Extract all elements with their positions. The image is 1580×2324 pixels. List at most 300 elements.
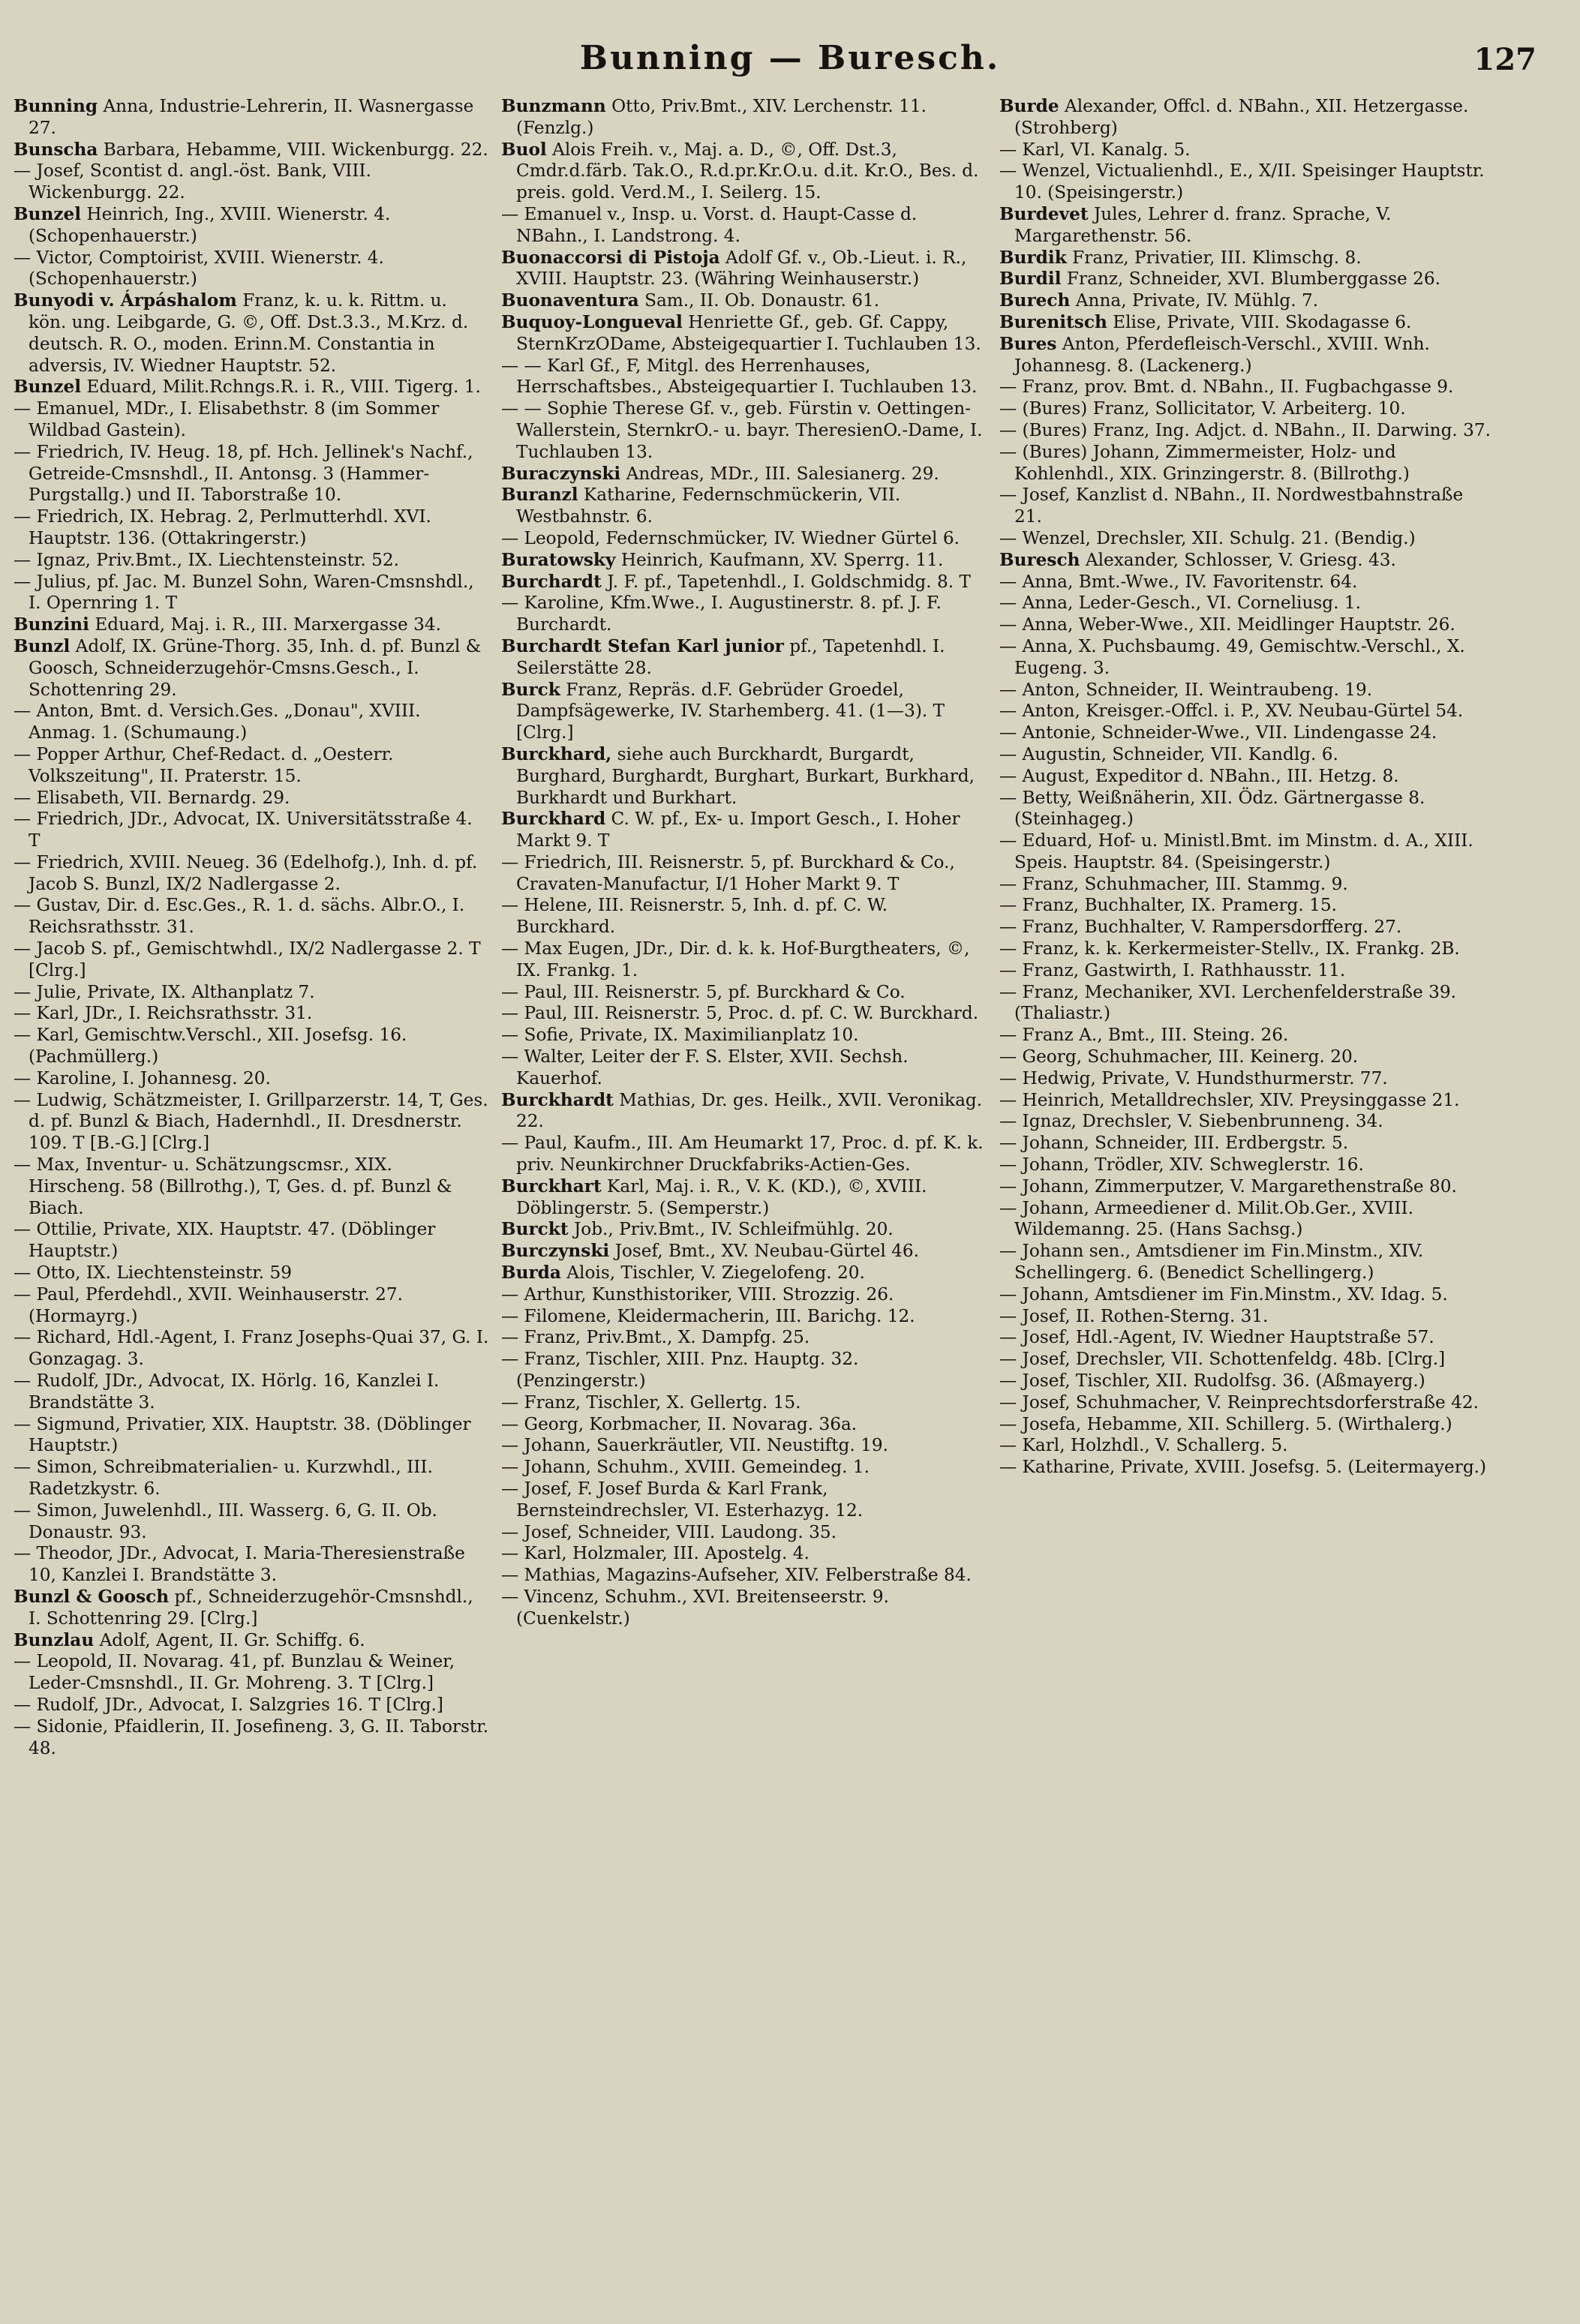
- entry-details: — Wenzel, Victualienhdl., E., X/II. Speisinger Hauptstr. 10. (Speisingerstr.): [999, 161, 1485, 203]
- directory-entry: [999, 485, 1494, 528]
- entry-details: — Johann, Schneider, III. Erdbergstr. 5.: [999, 1133, 1349, 1154]
- entry-details: — Anna, Leder-Gesch., VI. Corneliusg. 1.: [999, 593, 1361, 614]
- directory-entry: [14, 744, 489, 788]
- entry-surname: Burenitsch: [999, 311, 1107, 332]
- entry-details: — Johann, Armeediener d. Milit.Ob.Ger., XVIII. Wildemanng. 25. (Hans Sachsg.): [999, 1197, 1414, 1240]
- entry-details: Adolf, IX. Grüne-Thorg. 35, Inh. d. pf. Bunzl & Goosch, Schneiderzugehör-Cmsns.Gesch., I. Schottenring 29.: [29, 635, 482, 700]
- directory-entry: [501, 1003, 990, 1025]
- entry-surname: Burckhard,: [501, 743, 612, 764]
- entry-details: — Franz, Priv.Bmt., X. Dampfg. 25.: [501, 1327, 810, 1348]
- directory-entry: [999, 1198, 1494, 1242]
- entry-details: — Paul, Kaufm., III. Am Heumarkt 17, Proc. d. pf. K. k. priv. Neunkirchner Druckfabriks-Actien-Ges.: [501, 1133, 984, 1176]
- directory-entry: [999, 636, 1494, 680]
- directory-entry: [999, 1241, 1494, 1284]
- entry-details: — Elisabeth, VII. Bernardg. 29.: [14, 787, 290, 808]
- entry-details: — Friedrich, IV. Heug. 18, pf. Hch. Jellinek's Nachf., Getreide-Cmsnshdl., II. Antonsg. 3 (Hammer-Purgstallg.) und II. Taborstraße 10.: [14, 441, 473, 506]
- directory-entry: [14, 1543, 489, 1587]
- directory-entry: [999, 1392, 1494, 1414]
- directory-entry: [501, 398, 990, 463]
- directory-entry: [999, 614, 1494, 636]
- directory-entry: [501, 1219, 990, 1241]
- directory-entry: [14, 701, 489, 744]
- directory-entry: [999, 140, 1494, 161]
- entry-details: — Betty, Weißnäherin, XII. Ödz. Gärtnergasse 8. (Steinhageg.): [999, 787, 1425, 830]
- directory-entry: [501, 1587, 990, 1630]
- entry-details: Adolf Gf. v., Ob.-Lieut. i. R., XVIII. Hauptstr. 23. (Währing Weinhauserstr.): [516, 247, 967, 290]
- entry-details: — Franz, k. k. Kerkermeister-Stellv., IX. Frankg. 2B.: [999, 938, 1460, 959]
- directory-entry: [501, 1241, 990, 1263]
- directory-entry: [999, 1327, 1494, 1349]
- directory-entry: [999, 1025, 1494, 1046]
- entry-details: — Josef, Scontist d. angl.-öst. Bank, VIII. Wickenburgg. 22.: [14, 161, 371, 203]
- entry-details: — (Bures) Johann, Zimmermeister, Holz- und Kohlenhdl., XIX. Grinzingerstr. 8. (Billrothg.): [999, 441, 1410, 484]
- directory-entry: [999, 248, 1494, 269]
- entry-details: — Franz, Tischler, XIII. Pnz. Hauptg. 32. (Penzingerstr.): [501, 1349, 859, 1392]
- entry-surname: Burdik: [999, 247, 1067, 268]
- entry-details: — Franz, Buchhalter, V. Rampersdorfferg. 27.: [999, 917, 1402, 938]
- entry-details: — Josef, Kanzlist d. NBahn., II. Nordwestbahnstraße 21.: [999, 485, 1464, 527]
- directory-entry: [501, 1414, 990, 1436]
- directory-entry: [999, 312, 1494, 334]
- entry-details: Karl, Maj. i. R., V. K. (KD.), ©, XVIII. Döblingerstr. 5. (Semperstr.): [516, 1176, 927, 1218]
- directory-entry: [501, 1025, 990, 1046]
- directory-entry: [501, 938, 990, 982]
- entry-details: — Franz, Buchhalter, IX. Pramerg. 15.: [999, 895, 1338, 916]
- entry-details: Franz, Repräs. d.F. Gebrüder Groedel, Dampfsägewerke, IV. Starhemberg. 41. (1—3). T [Clrg.]: [516, 679, 945, 743]
- directory-entry: [501, 1349, 990, 1392]
- entry-details: — Johann, Trödler, XIV. Schweglerstr. 16.: [999, 1154, 1364, 1176]
- entry-details: — Friedrich, III. Reisnerstr. 5, pf. Burckhard & Co., Cravaten-Manufactur, I/1 Hoher Markt 9. T: [501, 851, 955, 894]
- directory-entry: [501, 1176, 990, 1220]
- entry-details: — Rudolf, JDr., Advocat, I. Salzgries 16. T [Clrg.]: [14, 1694, 443, 1715]
- entry-surname: Buraczynski: [501, 463, 621, 484]
- entry-details: Mathias, Dr. ges. Heilk., XVII. Veronikag. 22.: [516, 1089, 983, 1132]
- directory-entry: [501, 1090, 990, 1133]
- entry-details: Eduard, Milit.Rchngs.R. i. R., VIII. Tigerg. 1.: [86, 377, 481, 398]
- entry-details: — Ottilie, Private, XIX. Hauptstr. 47. (Döblinger Hauptstr.): [14, 1219, 436, 1262]
- entry-details: Anton, Pferdefleisch-Verschl., XVIII. Wnh. Johannesg. 8. (Lackenerg.): [1014, 333, 1430, 376]
- entry-details: — Karl, JDr., I. Reichsrathsstr. 31.: [14, 1003, 313, 1024]
- directory-entry: [14, 809, 489, 852]
- directory-entry: [501, 982, 990, 1004]
- directory-entry: [999, 593, 1494, 614]
- directory-entry: [999, 938, 1494, 960]
- directory-entry: [501, 312, 990, 356]
- entry-details: — Anton, Schneider, II. Weintraubeng. 19.: [999, 679, 1373, 700]
- entry-surname: Buranzl: [501, 485, 578, 506]
- entry-details: — Anton, Kreisger.-Offcl. i. P., XV. Neubau-Gürtel 54.: [999, 701, 1464, 722]
- entry-details: Alois, Tischler, V. Ziegelofeng. 20.: [566, 1263, 865, 1284]
- entry-surname: Buonaccorsi di Pistoja: [501, 247, 720, 268]
- entry-surname: Buol: [501, 139, 547, 160]
- directory-entry: [999, 1111, 1494, 1133]
- entry-details: — Victor, Comptoirist, XVIII. Wienerstr. 4. (Schopenhauerstr.): [14, 247, 384, 290]
- entry-details: — Karl, Gemischtw.Verschl., XII. Josefsg. 16. (Pachmüllerg.): [14, 1025, 407, 1067]
- entry-details: Adolf, Agent, II. Gr. Schiffg. 6.: [99, 1629, 365, 1650]
- directory-entry: [501, 1133, 990, 1176]
- directory-entry: [14, 1219, 489, 1263]
- entry-details: — Max, Inventur- u. Schätzungscmsr., XIX. Hirscheng. 58 (Billrothg.), T, Ges. d. pf. Bunzl & Biach.: [14, 1154, 452, 1218]
- entry-details: — Walter, Leiter der F. S. Elster, XVII. Sechsh. Kauerhof.: [501, 1046, 909, 1088]
- directory-entry: [501, 140, 990, 204]
- entry-details: C. W. pf., Ex- u. Import Gesch., I. Hoher Markt 9. T: [516, 809, 960, 851]
- directory-entry: [999, 204, 1494, 248]
- entry-surname: Buratowsky: [501, 549, 616, 570]
- directory-entry: [501, 1392, 990, 1414]
- directory-entry: [14, 1003, 489, 1025]
- directory-entry: [14, 506, 489, 550]
- entry-details: — Josef, Schneider, VIII. Laudong. 35.: [501, 1521, 837, 1542]
- entry-details: — Emanuel v., Insp. u. Vorst. d. Haupt-Casse d. NBahn., I. Landstrong. 4.: [501, 203, 918, 246]
- entry-details: — Josef, Drechsler, VII. Schottenfeldg. 48b. [Clrg.]: [999, 1349, 1446, 1370]
- directory-entry: [501, 485, 990, 528]
- entry-details: — Arthur, Kunsthistoriker, VIII. Strozzig. 26.: [501, 1284, 894, 1305]
- directory-entry: [501, 1435, 990, 1457]
- entry-details: — Theodor, JDr., Advocat, I. Maria-Theresienstraße 10, Kanzlei I. Brandstätte 3.: [14, 1543, 465, 1586]
- directory-entry: [999, 917, 1494, 938]
- entry-details: — Ludwig, Schätzmeister, I. Grillparzerstr. 14, T, Ges. d. pf. Bunzl & Biach, Hadernhdl., II. Dresdnerstr. 109. T [B.-G.] [Clrg.]: [14, 1089, 488, 1154]
- directory-entry: [501, 680, 990, 744]
- directory-entry: [999, 1371, 1494, 1392]
- entry-details: siehe auch Burckhardt, Burgardt, Burghard, Burghardt, Burghart, Burkart, Burkhard, Burkhardt und Burkhart.: [516, 743, 975, 808]
- entry-details: — Eduard, Hof- u. Ministl.Bmt. im Minstm. d. A., XIII. Speis. Hauptstr. 84. (Speisingerstr.): [999, 830, 1473, 872]
- directory-entry: [501, 1457, 990, 1479]
- entry-details: — Johann, Sauerkräutler, VII. Neustiftg. 19.: [501, 1435, 888, 1456]
- entry-details: — Simon, Juwelenhdl., III. Wasserg. 6, G. II. Ob. Donaustr. 93.: [14, 1500, 437, 1542]
- entry-details: — Friedrich, XVIII. Neueg. 36 (Edelhofg.), Inh. d. pf. Jacob S. Bunzl, IX/2 Nadlergasse 2.: [14, 851, 478, 894]
- directory-entry: [14, 377, 489, 398]
- entry-surname: Burchardt: [501, 571, 602, 592]
- directory-entry: [14, 1414, 489, 1458]
- page-title: Bunning — Buresch.: [579, 39, 1001, 77]
- page-number: 127: [1473, 42, 1536, 77]
- entry-details: — Friedrich, JDr., Advocat, IX. Universitätsstraße 4. T: [14, 809, 473, 851]
- entry-details: — Richard, Hdl.-Agent, I. Franz Josephs-Quai 37, G. I. Gonzagag. 3.: [14, 1327, 489, 1370]
- entry-details: — Georg, Korbmacher, II. Novarag. 36a.: [501, 1413, 858, 1434]
- entry-details: — Julius, pf. Jac. M. Bunzel Sohn, Waren-Cmsnshdl., I. Opernring 1. T: [14, 571, 474, 614]
- directory-entry: [999, 874, 1494, 896]
- directory-entry: [14, 1695, 489, 1716]
- directory-entry: [501, 464, 990, 485]
- entry-details: — Franz, Gastwirth, I. Rathhausstr. 11.: [999, 959, 1346, 980]
- directory-entry: [999, 161, 1494, 204]
- directory-entry: [999, 1154, 1494, 1176]
- entry-surname: Buresch: [999, 549, 1080, 570]
- directory-entry: [14, 788, 489, 809]
- entry-surname: Burckhardt: [501, 1089, 614, 1110]
- directory-entry: [501, 96, 990, 140]
- entry-details: Heinrich, Ing., XVIII. Wienerstr. 4. (Schopenhauerstr.): [29, 203, 391, 246]
- entry-surname: Bunyodi v. Árpáshalom: [14, 290, 237, 311]
- directory-entry: [14, 1457, 489, 1500]
- entry-details: Franz, Schneider, XVI. Blumberggasse 26.: [1066, 269, 1440, 290]
- entry-details: Josef, Bmt., XV. Neubau-Gürtel 46.: [614, 1241, 920, 1262]
- directory-entry: [999, 377, 1494, 398]
- directory-entry: [501, 1306, 990, 1328]
- entry-details: — Josefa, Hebamme, XII. Schillerg. 5. (Wirthalerg.): [999, 1413, 1452, 1434]
- entry-details: Andreas, MDr., III. Salesianerg. 29.: [626, 463, 939, 484]
- directory-entry: [14, 895, 489, 938]
- entry-details: — Johann, Zimmerputzer, V. Margarethenstraße 80.: [999, 1176, 1457, 1197]
- entry-surname: Burczynski: [501, 1241, 610, 1262]
- entry-details: — Katharine, Private, XVIII. Josefsg. 5. (Leitermayerg.): [999, 1457, 1487, 1478]
- entry-details: — Franz, Schuhmacher, III. Stammg. 9.: [999, 873, 1348, 894]
- directory-entry: [14, 1327, 489, 1371]
- entry-details: — Karoline, I. Johannesg. 20.: [14, 1067, 271, 1088]
- entry-details: — Leopold, II. Novarag. 41, pf. Bunzlau & Weiner, Leder-Cmsnshdl., II. Gr. Mohreng. 3. T [Clrg.]: [14, 1651, 455, 1694]
- directory-entry: [14, 1025, 489, 1068]
- entry-details: Otto, Priv.Bmt., XIV. Lerchenstr. 11. (Fenzlg.): [516, 96, 927, 138]
- entry-details: — Otto, IX. Liechtensteinstr. 59: [14, 1263, 293, 1284]
- entry-surname: Burdil: [999, 269, 1062, 290]
- entry-surname: Bunzel: [14, 203, 82, 224]
- entry-surname: Burckhard: [501, 809, 606, 830]
- entry-surname: Burckhart: [501, 1176, 602, 1197]
- directory-entry: [501, 356, 990, 399]
- entry-surname: Bunzini: [14, 614, 89, 635]
- entry-details: — Ignaz, Drechsler, V. Siebenbrunneng. 34.: [999, 1111, 1383, 1132]
- directory-entry: [999, 1435, 1494, 1457]
- entry-details: — Johann, Amtsdiener im Fin.Minstm., XV. Idag. 5.: [999, 1284, 1448, 1305]
- directory-entry: [14, 398, 489, 442]
- directory-entry: [14, 1068, 489, 1090]
- entry-surname: Bunzl & Goosch: [14, 1586, 170, 1607]
- directory-entry: [501, 809, 990, 852]
- directory-entry: [999, 1457, 1494, 1479]
- directory-entry: [14, 1587, 489, 1630]
- entry-details: Anna, Industrie-Lehrerin, II. Wasnergasse 27.: [29, 96, 474, 138]
- entry-details: Alois Freih. v., Maj. a. D., ©, Off. Dst.3, Cmdr.d.färb. Tak.O., R.d.pr.Kr.O.u. d.it. Kr.O., Bes. d. preis. gold. Verd.M., I. Seilerg. 15.: [516, 139, 979, 203]
- directory-entry: [14, 852, 489, 896]
- directory-entry: [501, 895, 990, 938]
- entry-surname: Bunzl: [14, 635, 71, 656]
- directory-entry: [501, 528, 990, 550]
- directory-entry: [14, 442, 489, 506]
- entry-details: — Jacob S. pf., Gemischtwhdl., IX/2 Nadlergasse 2. T [Clrg.]: [14, 938, 481, 980]
- entry-details: — Popper Arthur, Chef-Redact. d. „Oesterr. Volkszeitung", II. Praterstr. 15.: [14, 743, 394, 786]
- directory-entry: [999, 1090, 1494, 1112]
- directory-entry: [501, 248, 990, 291]
- entry-details: Eduard, Maj. i. R., III. Marxergasse 34.: [95, 614, 441, 635]
- column-2: [501, 96, 990, 2301]
- directory-entry: [14, 636, 489, 701]
- entry-details: pf., Schneiderzugehör-Cmsnshdl., I. Schottenring 29. [Clrg.]: [29, 1586, 473, 1629]
- directory-entry: [14, 1716, 489, 1760]
- directory-entry: [14, 938, 489, 982]
- entry-details: Jules, Lehrer d. franz. Sprache, V. Margarethenstr. 56.: [1014, 203, 1392, 246]
- entry-surname: Burda: [501, 1263, 561, 1284]
- entry-surname: Bures: [999, 333, 1057, 354]
- entry-details: — Max Eugen, JDr., Dir. d. k. k. Hof-Burgtheaters, ©, IX. Frankg. 1.: [501, 938, 970, 980]
- directory-entry: [999, 290, 1494, 312]
- entry-details: — Johann, Schuhm., XVIII. Gemeindeg. 1.: [501, 1457, 870, 1478]
- entry-details: Alexander, Offcl. d. NBahn., XII. Hetzergasse. (Strohberg): [1014, 96, 1469, 138]
- directory-entry: [999, 334, 1494, 377]
- directory-entry: [999, 830, 1494, 874]
- entry-surname: Burdevet: [999, 203, 1089, 224]
- entry-surname: Bunscha: [14, 139, 98, 160]
- directory-entry: [999, 1414, 1494, 1436]
- entry-details: Sam., II. Ob. Donaustr. 61.: [644, 290, 880, 311]
- directory-entry: [501, 1046, 990, 1090]
- entry-surname: Bunzel: [14, 377, 82, 398]
- entry-details: — Josef, Schuhmacher, V. Reinprechtsdorferstraße 42.: [999, 1392, 1479, 1413]
- directory-entry: [14, 161, 489, 204]
- entry-details: — Georg, Schuhmacher, III. Keinerg. 20.: [999, 1046, 1359, 1067]
- directory-entry: [14, 96, 489, 140]
- directory-entry: [501, 852, 990, 896]
- directory-entry: [501, 290, 990, 312]
- entry-surname: Bunzmann: [501, 96, 606, 116]
- directory-entry: [999, 572, 1494, 593]
- directory-entry: [999, 1133, 1494, 1154]
- directory-entry: [501, 550, 990, 572]
- directory-entry: [999, 96, 1494, 140]
- directory-entry: [14, 290, 489, 377]
- entry-details: pf., Tapetenhdl. I. Seilerstätte 28.: [516, 635, 945, 678]
- entry-details: Franz, k. u. k. Rittm. u. kön. ung. Leibgarde, G. ©, Off. Dst.3.3., M.Krz. d. deutsch. R. O., moden. Erinn.M. Constantia in adversis, IV. Wiedner Hauptstr. 52.: [29, 290, 469, 376]
- entry-details: — (Bures) Franz, Ing. Adjct. d. NBahn., II. Darwing. 37.: [999, 419, 1491, 440]
- entry-surname: Burde: [999, 96, 1059, 116]
- entry-details: — — Sophie Therese Gf. v., geb. Fürstin v. Oettingen-Wallerstein, SternkrO.- u. bayr. TheresienO.-Dame, I. Tuchlauben 13.: [501, 398, 983, 462]
- entry-details: — Ignaz, Priv.Bmt., IX. Liechtensteinstr. 52.: [14, 549, 400, 570]
- directory-entry: [501, 204, 990, 248]
- directory-entry: [501, 1543, 990, 1565]
- entry-details: — Anna, Bmt.-Wwe., IV. Favoritenstr. 64.: [999, 571, 1358, 592]
- entry-details: — Franz, prov. Bmt. d. NBahn., II. Fugbachgasse 9.: [999, 377, 1454, 398]
- directory-entry: [999, 744, 1494, 766]
- directory-entry: [14, 572, 489, 615]
- column-3: [999, 96, 1494, 2301]
- directory-entry: [999, 420, 1494, 442]
- entry-details: — Sofie, Private, IX. Maximilianplatz 10.: [501, 1025, 859, 1046]
- directory-entry: [14, 1154, 489, 1219]
- directory-entry: [14, 1630, 489, 1652]
- directory-entry: [999, 701, 1494, 722]
- directory-entry: [999, 1306, 1494, 1328]
- directory-entry: [999, 722, 1494, 744]
- entry-surname: Bunzlau: [14, 1629, 95, 1650]
- directory-entry: [501, 744, 990, 809]
- entry-details: Barbara, Hebamme, VIII. Wickenburgg. 22.: [103, 139, 488, 160]
- directory-entry: [999, 1349, 1494, 1371]
- entry-details: — (Bures) Franz, Sollicitator, V. Arbeiterg. 10.: [999, 398, 1406, 419]
- entry-details: — Josef, Tischler, XII. Rudolfsg. 36. (Aßmayerg.): [999, 1371, 1425, 1392]
- directory-entry: [14, 1263, 489, 1284]
- directory-entry: [14, 1500, 489, 1544]
- directory-entry: [999, 398, 1494, 420]
- directory-entry: [14, 614, 489, 636]
- directory-entry: [999, 1176, 1494, 1198]
- directory-entry: [14, 1651, 489, 1695]
- entry-details: — Heinrich, Metalldrechsler, XIV. Preysinggasse 21.: [999, 1089, 1460, 1110]
- directory-entry: [14, 140, 489, 161]
- entry-details: — August, Expeditor d. NBahn., III. Hetzg. 8.: [999, 765, 1399, 786]
- directory-entry: [999, 528, 1494, 550]
- directory-entry: [14, 982, 489, 1004]
- directory-entry: [999, 766, 1494, 788]
- entry-details: — Sigmund, Privatier, XIX. Hauptstr. 38. (Döblinger Hauptstr.): [14, 1413, 471, 1456]
- entry-surname: Burck: [501, 679, 560, 700]
- directory-entry: [14, 1090, 489, 1154]
- entry-details: — Karoline, Kfm.Wwe., I. Augustinerstr. 8. pf. J. F. Burchardt.: [501, 593, 942, 635]
- directory-entry: [999, 442, 1494, 485]
- entry-details: — Karl, Holzhdl., V. Schallerg. 5.: [999, 1435, 1288, 1456]
- entry-details: Elise, Private, VIII. Skodagasse 6.: [1113, 311, 1412, 332]
- entry-details: — Vincenz, Schuhm., XVI. Breitenseerstr. 9. (Cuenkelstr.): [501, 1586, 890, 1629]
- entry-details: — Friedrich, IX. Hebrag. 2, Perlmutterhdl. XVI. Hauptstr. 136. (Ottakringerstr.): [14, 506, 431, 548]
- entry-details: J. F. pf., Tapetenhdl., I. Goldschmidg. 8. T: [607, 571, 971, 592]
- entry-details: — Paul, III. Reisnerstr. 5, pf. Burckhard & Co.: [501, 981, 906, 1002]
- directory-entry: [14, 204, 489, 248]
- entry-details: Henriette Gf., geb. Gf. Cappy, SternKrzODame, Absteigequartier I. Tuchlauben 13.: [516, 311, 981, 354]
- entry-details: — Franz, Tischler, X. Gellertg. 15.: [501, 1392, 801, 1413]
- directory-entry: [999, 1068, 1494, 1090]
- entry-details: — Paul, III. Reisnerstr. 5, Proc. d. pf. C. W. Burckhard.: [501, 1003, 979, 1024]
- directory-entry: [999, 788, 1494, 831]
- entry-details: — Josef, F. Josef Burda & Karl Frank, Bernsteindrechsler, VI. Esterhazyg. 12.: [501, 1479, 864, 1521]
- directory-entry: [999, 960, 1494, 982]
- column-1: [14, 96, 489, 2301]
- directory-entry: [14, 1371, 489, 1414]
- directory-entry: [14, 1284, 489, 1328]
- directory-entry: [501, 1327, 990, 1349]
- directory-entry: [501, 1263, 990, 1284]
- entry-details: — Hedwig, Private, V. Hundsthurmerstr. 77.: [999, 1067, 1388, 1088]
- entry-details: — Josef, Hdl.-Agent, IV. Wiedner Hauptstraße 57.: [999, 1327, 1434, 1348]
- directory-entry: [999, 550, 1494, 572]
- directory-entry: [14, 248, 489, 291]
- entry-surname: Burech: [999, 290, 1071, 311]
- entry-details: — Emanuel, MDr., I. Elisabethstr. 8 (im Sommer Wildbad Gastein).: [14, 398, 440, 440]
- entry-details: — Rudolf, JDr., Advocat, IX. Hörlg. 16, Kanzlei I. Brandstätte 3.: [14, 1371, 440, 1413]
- entry-details: — Antonie, Schneider-Wwe., VII. Lindengasse 24.: [999, 722, 1437, 743]
- entry-details: — Gustav, Dir. d. Esc.Ges., R. 1. d. sächs. Albr.O., I. Reichsrathsstr. 31.: [14, 895, 465, 938]
- entry-details: — Julie, Private, IX. Althanplatz 7.: [14, 981, 315, 1002]
- entry-surname: Bunning: [14, 96, 98, 116]
- entry-surname: Buquoy-Longueval: [501, 311, 683, 332]
- entry-details: — Wenzel, Drechsler, XII. Schulg. 21. (Bendig.): [999, 527, 1416, 548]
- entry-details: — Anna, Weber-Wwe., XII. Meidlinger Hauptstr. 26.: [999, 614, 1455, 635]
- entry-details: — Leopold, Federnschmücker, IV. Wiedner Gürtel 6.: [501, 527, 960, 548]
- entry-details: — Mathias, Magazins-Aufseher, XIV. Felberstraße 84.: [501, 1565, 972, 1586]
- entry-details: — Johann sen., Amtsdiener im Fin.Minstm., XIV. Schellingerg. 6. (Benedict Schellingerg.): [999, 1241, 1424, 1284]
- entry-details: Heinrich, Kaufmann, XV. Sperrg. 11.: [620, 549, 944, 570]
- entry-details: Alexander, Schlosser, V. Griesg. 43.: [1085, 549, 1396, 570]
- entry-details: — Paul, Pferdehdl., XVII. Weinhauserstr. 27. (Hormayrg.): [14, 1284, 403, 1326]
- entry-details: — Helene, III. Reisnerstr. 5, Inh. d. pf. C. W. Burckhard.: [501, 895, 888, 938]
- entry-details: — Franz A., Bmt., III. Steing. 26.: [999, 1025, 1289, 1046]
- directory-entry: [999, 1046, 1494, 1068]
- entry-details: Franz, Privatier, III. Klimschg. 8.: [1072, 247, 1362, 268]
- directory-entry: [999, 269, 1494, 290]
- directory-entry: [999, 982, 1494, 1025]
- entry-details: — Augustin, Schneider, VII. Kandlg. 6.: [999, 743, 1338, 764]
- entry-details: — Anna, X. Puchsbaumg. 49, Gemischtw.-Verschl., X. Eugeng. 3.: [999, 635, 1465, 678]
- directory-entry: [501, 572, 990, 593]
- page-header: [0, 39, 1580, 87]
- entry-details: — Simon, Schreibmaterialien- u. Kurzwhdl., III. Radetzkystr. 6.: [14, 1457, 433, 1499]
- entry-details: — Josef, II. Rothen-Sterng. 31.: [999, 1305, 1269, 1326]
- entry-details: Job., Priv.Bmt., IV. Schleifmühlg. 20.: [573, 1219, 894, 1240]
- directory-entry: [501, 1522, 990, 1544]
- entry-details: — Sidonie, Pfaidlerin, II. Josefineng. 3, G. II. Taborstr. 48.: [14, 1716, 489, 1758]
- entry-details: Anna, Private, IV. Mühlg. 7.: [1075, 290, 1319, 311]
- directory-entry: [501, 1565, 990, 1587]
- entry-surname: Buonaventura: [501, 290, 639, 311]
- entry-details: — Anton, Bmt. d. Versich.Ges. „Donau", XVIII. Anmag. 1. (Schumaung.): [14, 701, 421, 743]
- directory-entry: [999, 680, 1494, 701]
